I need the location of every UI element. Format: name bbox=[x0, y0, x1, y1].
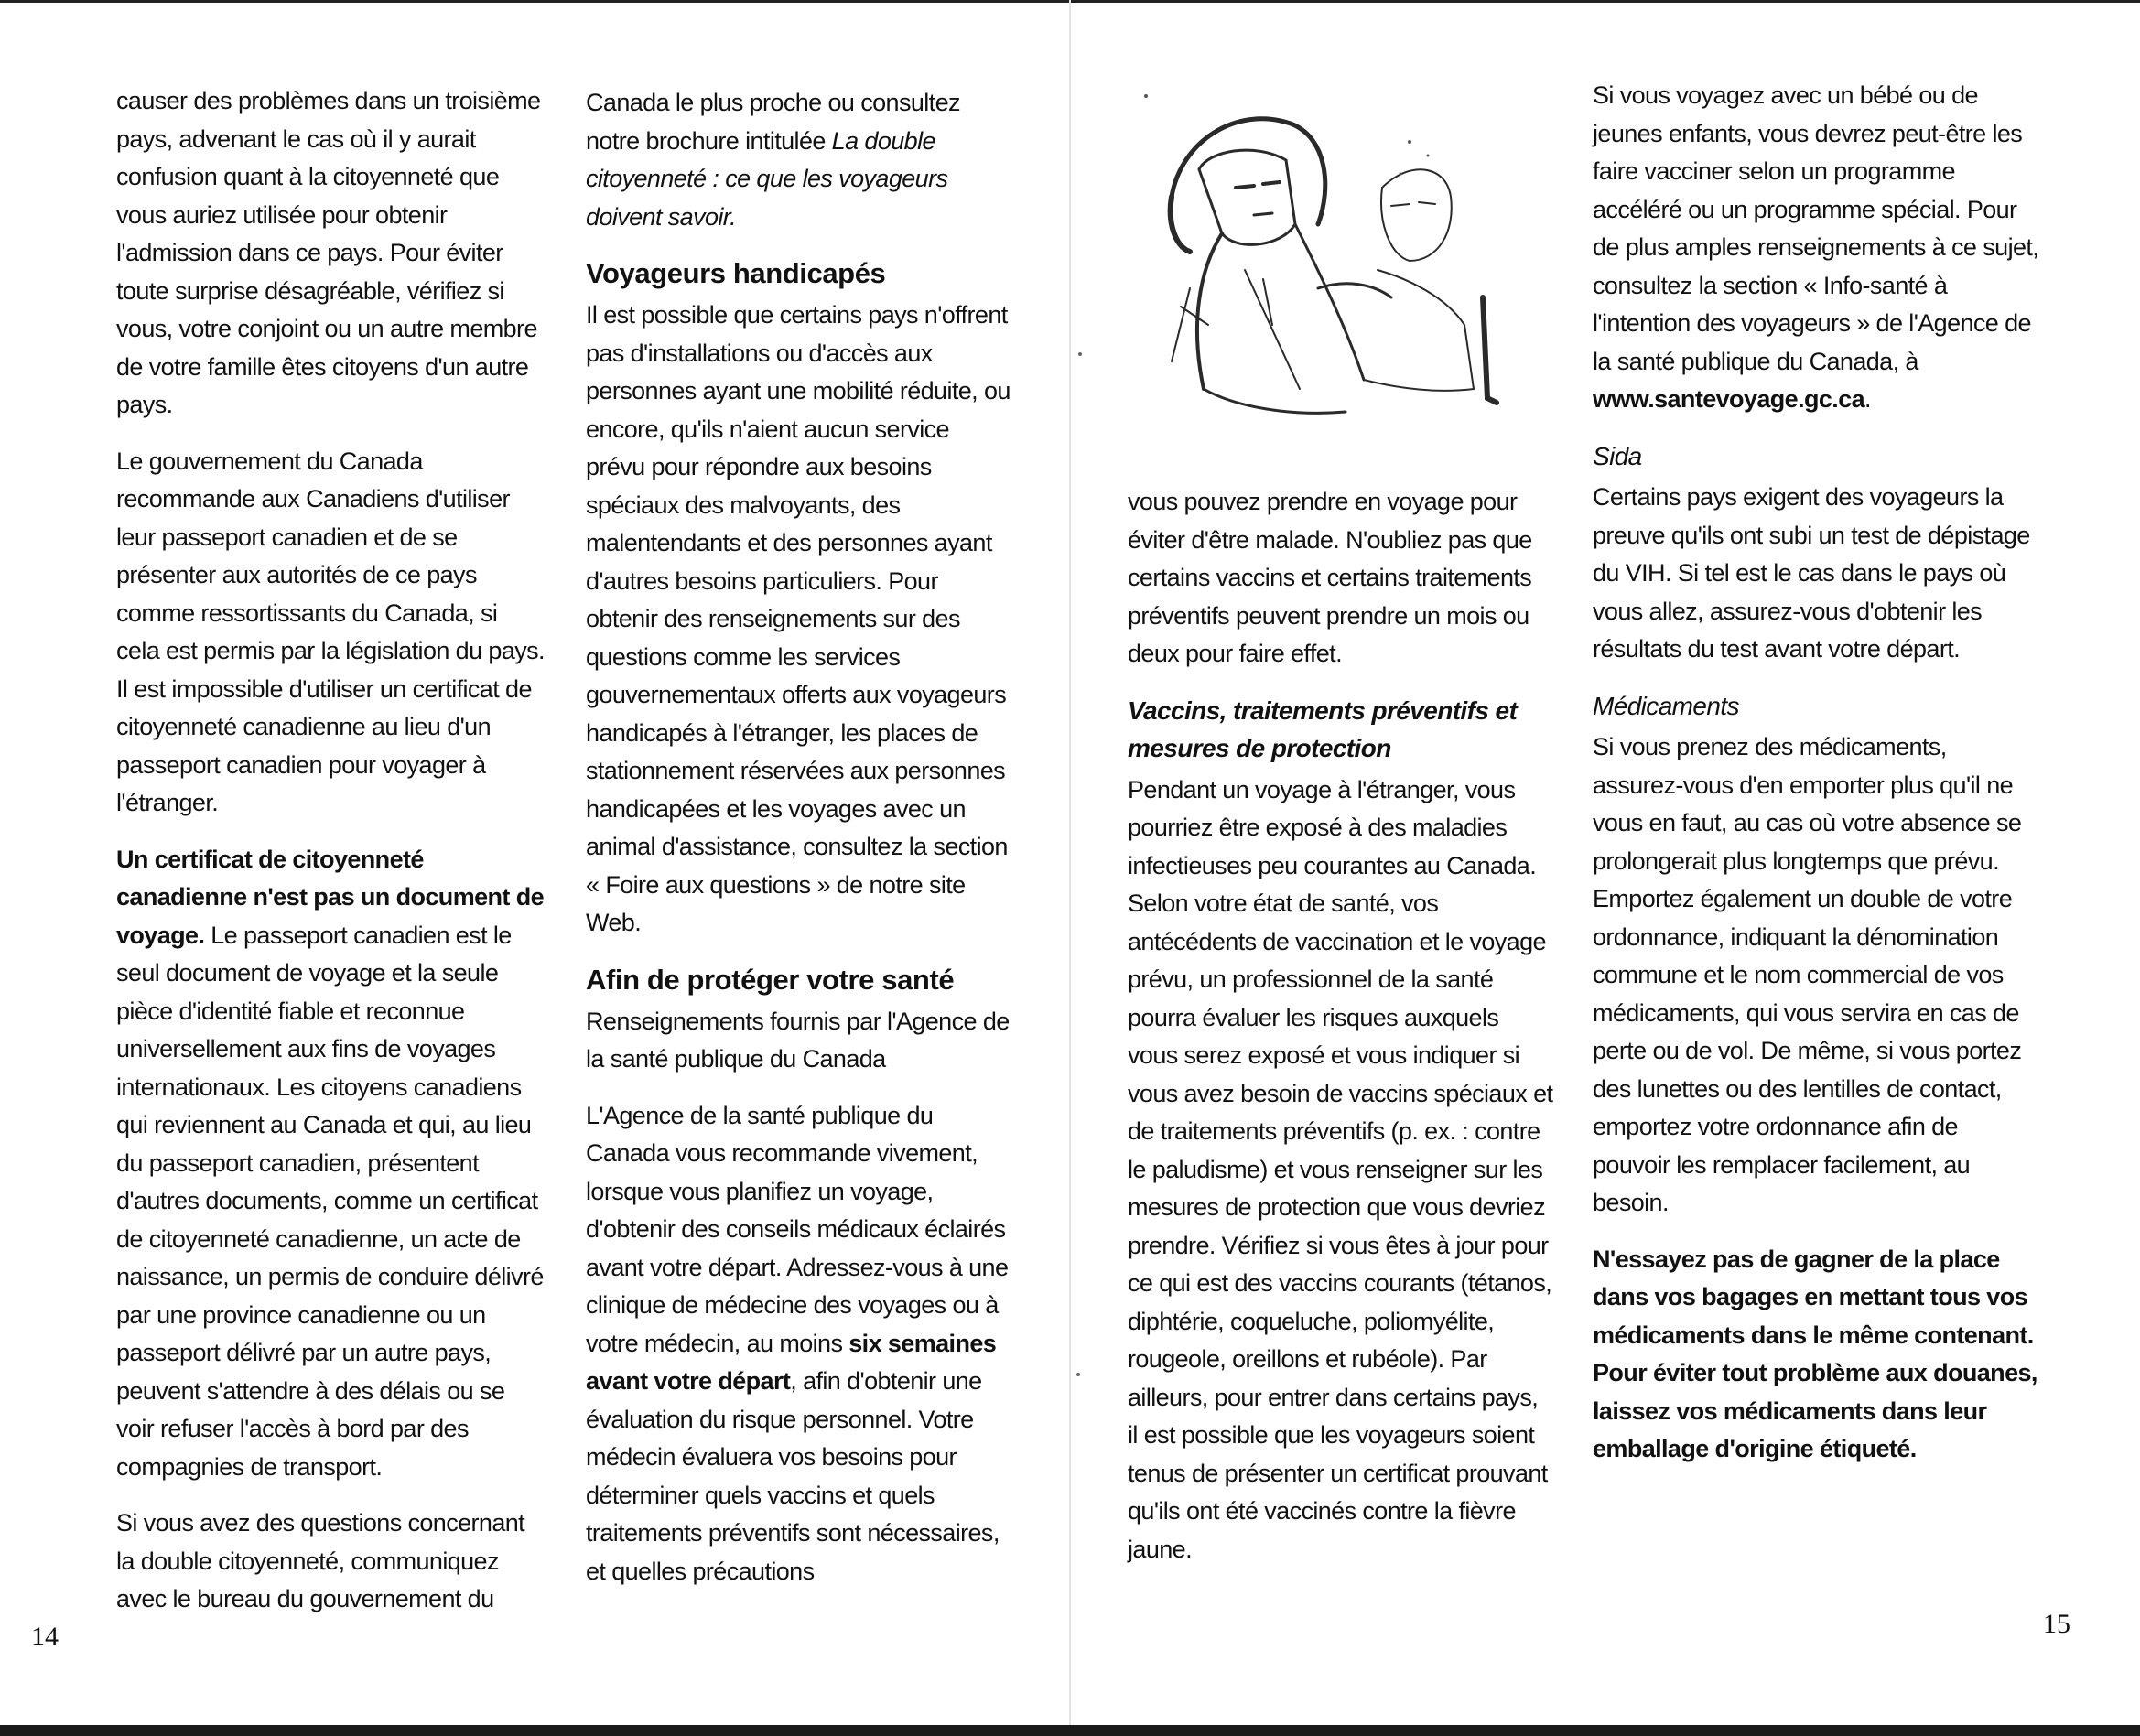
page-bottom-edge bbox=[0, 1725, 2140, 1736]
vaccine-timing-paragraph: vous pouvez prendre en voyage pour éviter d'être malade. N'oubliez pas que certains vaccins et certains traitements préventifs peuvent prendre un mois ou deux pour faire effet. bbox=[1128, 488, 1532, 667]
citizenship-certificate-lead: Un certificat de citoyenneté canadienne n'est pas un document de voyage. bbox=[116, 845, 545, 949]
scan-speck bbox=[1078, 352, 1082, 356]
citizenship-certificate-body: Le passeport canadien est le seul document de voyage et la seule pièce d'identité fiable et reconnue universellement aux fins de voyages internationaux. Les citoyens canadiens qui reviennent au Canada et qui, au lieu du passeport canadien, présentent d'autres documents, comme un certificat de citoyenneté canadienne, un acte de naissance, un permis de conduire délivré par une province canadienne ou un passeport délivré par un autre pays, peuvent s'attendre à des délais ou se voir refuser l'accès à bord par des compagnies de transport. bbox=[116, 921, 544, 1481]
aids-paragraph: Certains pays exigent des voyageurs la preuve qu'ils ont subi un test de dépistage du VIH. Si tel est le cas dans le pays où vous allez, assurez-vous d'obtenir les résultats du test avant votre départ. bbox=[1593, 483, 2030, 663]
medications-warning-paragraph: N'essayez pas de gagner de la place dans vos bagages en mettant tous vos médicaments dans le même contenant. Pour éviter tout problème aux douanes, laissez vos médicaments dans leur emballage d'origine étiqueté. bbox=[1593, 1245, 2037, 1462]
right-page-column-2 bbox=[1593, 77, 2041, 1487]
health-advice-paragraph bbox=[586, 1097, 1011, 1591]
heading-aids: Sida bbox=[1593, 441, 1642, 470]
page-number-right: 15 bbox=[2043, 1609, 2070, 1639]
brochure-title: La double citoyenneté : ce que les voyageurs doivent savoir. bbox=[586, 126, 948, 231]
vaccines-treatments-paragraph: Pendant un voyage à l'étranger, vous pourriez être exposé à des maladies infectieuses peu courantes au Canada. Selon votre état de santé, vos antécédents de vaccination et le voyage prévu, un professionnel de la santé pourra évaluer les risques auxquels vous serez exposé et vous indiquer si vous avez besoin de vaccins spéciaux et de traitements préventifs (p. ex. : contre le paludisme) et vous renseigner sur les mesures de protection que vous devriez prendre. Vérifiez si vous êtes à jour pour ce qui est des vaccins courants (tétanos, diphtérie, coqueluche, poliomyélite, rougeole, oreillons et rubéole). Par ailleurs, pour entrer dans certains pays, il est possible que les voyageurs soient tenus de présenter un certificat prouvant qu'ils ont été vaccinés contre la fièvre jaune. bbox=[1128, 775, 1553, 1563]
doctor-patient-sketch-icon bbox=[1135, 87, 1529, 453]
children-vaccination-end: . bbox=[1864, 385, 1871, 413]
brochure-reference-text: Canada le plus proche ou consultez notre brochure intitulée bbox=[586, 89, 960, 155]
six-weeks-emphasis: six semaines avant votre départ bbox=[586, 1329, 997, 1395]
health-advice-text-a: L'Agence de la santé publique du Canada vous recommande vivement, lorsque vous planifiez un voyage, d'obtenir des conseils médicaux éclairés avant votre départ. Adressez-vous à une clinique de médecine des voyages ou à votre médecin, au moins bbox=[586, 1101, 1009, 1357]
disabled-travellers-paragraph: Il est possible que certains pays n'offrent pas d'installations ou d'accès aux personnes ayant une mobilité réduite, ou encore, qu'ils n'aient aucun service prévu pour répondre aux besoins spéciaux des malvoyants, des malentendants et des personnes ayant d'autres besoins particuliers. Pour obtenir des renseignements sur des questions comme les services gouvernementaux offerts aux voyageurs handicapés à l'étranger, les places de stationnement réservées aux personnes handicapées et les voyages avec un animal d'assistance, consultez la section « Foire aux questions » de notre site Web. bbox=[586, 301, 1011, 936]
children-vaccination-paragraph bbox=[1593, 77, 2041, 419]
brochure-reference-paragraph bbox=[586, 84, 1011, 236]
health-advice-text-b: , afin d'obtenir une évaluation du risque personnel. Votre médecin évaluera vos besoins pour déterminer quels vaccins et quels traitements préventifs sont nécessaires, et quelles précautions bbox=[586, 1367, 1000, 1585]
passport-recommendation-paragraph: Le gouvernement du Canada recommande aux Canadiens d'utiliser leur passeport canadien et de se présenter aux autorités de ce pays comme ressortissants du Canada, si cela est permis par la législation du pays. Il est impossible d'utiliser un certificat de citoyenneté canadienne au lieu d'un passeport canadien pour voyager à l'étranger. bbox=[116, 447, 545, 816]
heading-protect-health: Afin de protéger votre santé bbox=[586, 963, 955, 996]
right-page-column-1 bbox=[1128, 483, 1553, 1587]
santevoyage-link[interactable]: www.santevoyage.gc.ca bbox=[1593, 385, 1865, 413]
heading-medications: Médicaments bbox=[1593, 691, 1739, 720]
left-page-column-1 bbox=[116, 82, 546, 1637]
doctor-patient-illustration bbox=[1135, 87, 1529, 453]
health-source-paragraph: Renseignements fournis par l'Agence de la santé publique du Canada bbox=[586, 1007, 1010, 1073]
dual-citizenship-questions-paragraph: Si vous avez des questions concernant la double citoyenneté, communiquez avec le bureau du gouvernement du bbox=[116, 1509, 525, 1612]
heading-disabled-travellers: Voyageurs handicapés bbox=[586, 257, 886, 289]
page-number-left: 14 bbox=[31, 1622, 59, 1652]
medications-paragraph: Si vous prenez des médicaments, assurez-vous d'en emporter plus qu'il ne vous en faut, au cas où votre absence se prolongerait plus longtemps que prévu. Emportez également un double de votre ordonnance, indiquant la dénomination commune et le nom commercial de vos médicaments, qui vous servira en cas de perte ou de vol. De même, si vous portez des lunettes ou des lentilles de contact, emportez votre ordonnance afin de pouvoir les remplacer facilement, au besoin. bbox=[1593, 733, 2022, 1216]
scan-speck bbox=[1076, 1373, 1080, 1376]
page-spine bbox=[1069, 0, 1071, 1725]
left-page-column-2 bbox=[586, 84, 1011, 1609]
children-vaccination-text: Si vous voyagez avec un bébé ou de jeunes enfants, vous devrez peut-être les faire vacciner selon un programme accéléré ou un programme spécial. Pour de plus amples renseignements à ce sujet, consultez la section « Info-santé à l'intention des voyageurs » de l'Agence de la santé publique du Canada, à bbox=[1593, 81, 2039, 375]
citizenship-certificate-paragraph bbox=[116, 841, 546, 1487]
dual-citizenship-paragraph: causer des problèmes dans un troisième pays, advenant le cas où il y aurait confusion quant à la citoyenneté que vous auriez utilisée pour obtenir l'admission dans ce pays. Pour éviter toute surprise désagréable, vérifiez si vous, votre conjoint ou un autre membre de votre famille êtes citoyens d'un autre pays. bbox=[116, 87, 541, 418]
heading-vaccines-treatments: Vaccins, traitements préventifs et mesures de protection bbox=[1128, 695, 1518, 762]
